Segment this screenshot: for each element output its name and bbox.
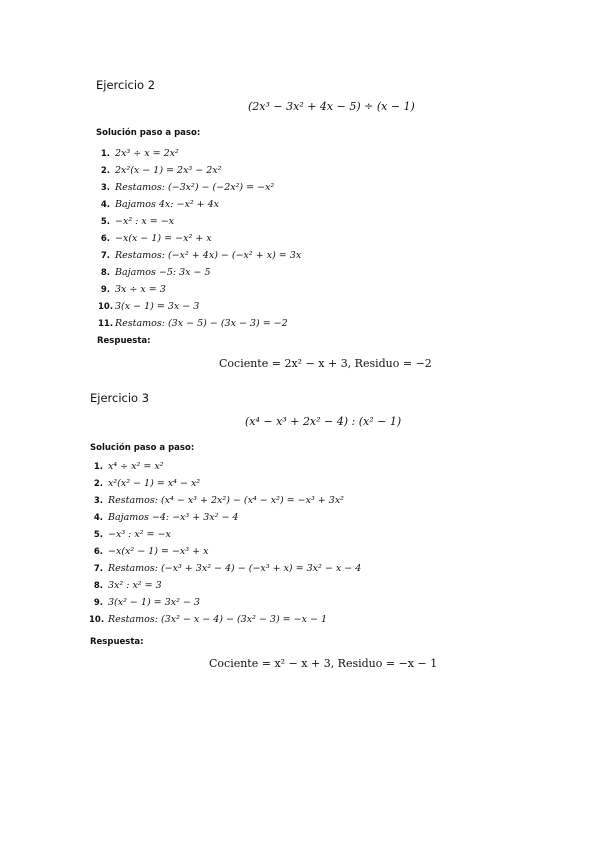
step-number: 2.	[100, 166, 110, 176]
step-number: 3.	[100, 183, 110, 193]
step-text: 3(x² − 1) = 3x² − 3	[108, 597, 200, 608]
step-number: 9.	[93, 598, 103, 608]
step-number: 11.	[98, 319, 114, 329]
step-text: Bajamos −5: 3x − 5	[115, 267, 211, 278]
solution-step	[89, 509, 361, 526]
step-text: Bajamos 4x: −x² + 4x	[115, 199, 220, 210]
solution-step	[98, 213, 301, 230]
exercise-problem: (x⁴ − x³ + 2x² − 4) : (x² − 1)	[245, 415, 402, 428]
solution-step	[98, 315, 301, 332]
step-number: 7.	[93, 564, 103, 574]
solution-step	[89, 543, 361, 560]
step-number: 6.	[100, 234, 110, 244]
step-text: −x(x − 1) = −x² + x	[115, 233, 212, 244]
exercise-problem: (2x³ − 3x² + 4x − 5) ÷ (x − 1)	[248, 100, 415, 113]
step-number: 2.	[93, 479, 103, 489]
answer-label: Respuesta:	[90, 637, 144, 647]
step-text: 3x ÷ x = 3	[115, 284, 166, 295]
solution-step	[89, 577, 361, 594]
step-number: 10.	[98, 302, 114, 312]
solution-step	[98, 247, 301, 264]
exercise-title: Ejercicio 2	[96, 78, 156, 92]
step-text: Restamos: (3x − 5) − (3x − 3) = −2	[115, 318, 288, 329]
solution-step	[98, 298, 301, 315]
step-text: 3x² : x² = 3	[108, 580, 162, 591]
step-text: Restamos: (−x² + 4x) − (−x² + x) = 3x	[115, 250, 302, 261]
step-text: −x(x² − 1) = −x³ + x	[108, 546, 209, 557]
step-number: 9.	[100, 285, 110, 295]
step-text: x²(x² − 1) = x⁴ − x²	[108, 478, 201, 489]
step-text: Restamos: (−x³ + 3x² − 4) − (−x³ + x) = 3x² − x − 4	[108, 563, 362, 574]
answer-label: Respuesta:	[97, 336, 151, 346]
solution-step	[89, 458, 361, 475]
solution-label: Solución paso a paso:	[96, 128, 201, 138]
answer-text: Cociente = x² − x + 3, Residuo = −x − 1	[209, 657, 438, 670]
step-text: 2x³ ÷ x = 2x²	[115, 148, 179, 159]
answer-text: Cociente = 2x² − x + 3, Residuo = −2	[219, 357, 432, 370]
step-number: 5.	[100, 217, 110, 227]
solution-steps	[89, 458, 361, 628]
step-text: 2x²(x − 1) = 2x³ − 2x²	[115, 165, 222, 176]
step-text: Restamos: (3x² − x − 4) − (3x² − 3) = −x − 1	[108, 614, 328, 625]
solution-step	[98, 145, 301, 162]
solution-step	[89, 594, 361, 611]
step-text: 3(x − 1) = 3x − 3	[115, 301, 200, 312]
solution-label: Solución paso a paso:	[90, 443, 195, 453]
solution-step	[89, 475, 361, 492]
step-number: 10.	[89, 615, 105, 625]
step-number: 8.	[93, 581, 103, 591]
step-text: Bajamos −4: −x³ + 3x² − 4	[108, 512, 239, 523]
solution-step	[89, 611, 361, 628]
solution-step	[98, 196, 301, 213]
step-number: 6.	[93, 547, 103, 557]
step-number: 1.	[93, 462, 103, 472]
solution-step	[98, 162, 301, 179]
solution-step	[98, 281, 301, 298]
step-text: −x² : x = −x	[115, 216, 175, 227]
step-number: 4.	[93, 513, 103, 523]
solution-step	[89, 526, 361, 543]
solution-steps	[98, 145, 301, 332]
step-number: 1.	[100, 149, 110, 159]
solution-step	[98, 264, 301, 281]
step-number: 4.	[100, 200, 110, 210]
exercise-title: Ejercicio 3	[90, 391, 150, 405]
step-number: 3.	[93, 496, 103, 506]
step-number: 7.	[100, 251, 110, 261]
step-text: Restamos: (x⁴ − x³ + 2x²) − (x⁴ − x²) = −x³ + 3x²	[108, 495, 344, 506]
solution-step	[89, 492, 361, 509]
step-text: Restamos: (−3x²) − (−2x²) = −x²	[115, 182, 275, 193]
step-text: −x³ : x² = −x	[108, 529, 171, 540]
solution-step	[89, 560, 361, 577]
step-number: 5.	[93, 530, 103, 540]
step-text: x⁴ ÷ x² = x²	[108, 461, 164, 472]
solution-step	[98, 179, 301, 196]
solution-step	[98, 230, 301, 247]
step-number: 8.	[100, 268, 110, 278]
